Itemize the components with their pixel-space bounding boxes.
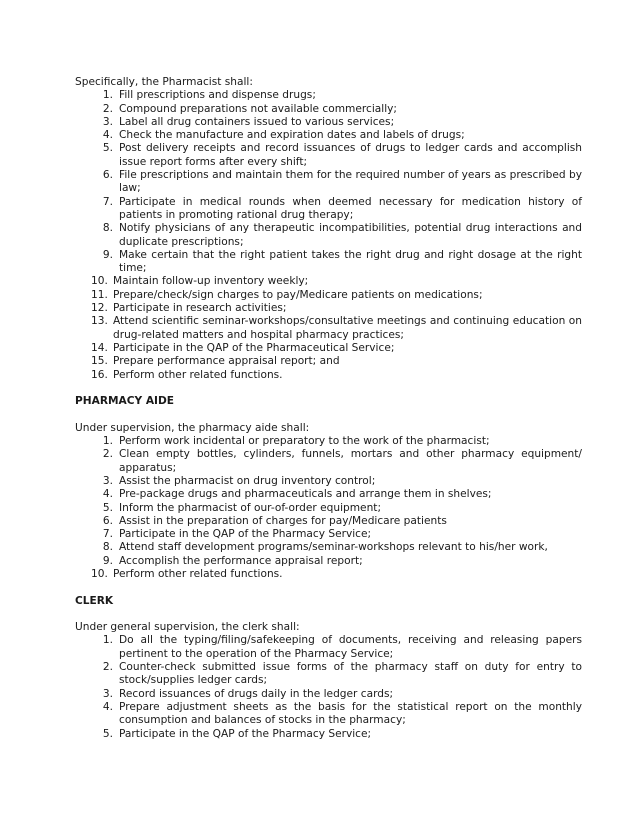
- list-item: [75, 369, 582, 382]
- item-text: Prepare performance appraisal report; and: [113, 355, 340, 368]
- item-text: Clean empty bottles, cylinders, funnels, mortars and other pharmacy equipment/ apparatus;: [119, 448, 582, 474]
- list-item: [75, 435, 582, 448]
- item-text: Participate in research activities;: [113, 302, 287, 315]
- pharmacist-section: [75, 76, 582, 382]
- item-text: Compound preparations not available commercially;: [119, 102, 398, 115]
- item-number: 3.: [102, 687, 113, 700]
- item-text: Participate in the QAP of the Pharmaceutical Service;: [113, 341, 395, 354]
- item-text: Attend staff development programs/seminar-workshops relevant to his/her work,: [119, 541, 548, 554]
- item-number: 14.: [91, 341, 108, 354]
- item-text: Make certain that the right patient takes the right drug and right dosage at the right time;: [119, 248, 582, 275]
- list-item: [75, 129, 582, 142]
- item-text: Perform other related functions.: [113, 567, 283, 580]
- list-item: [75, 448, 582, 475]
- list-item: [75, 315, 582, 342]
- pharmacy-aide-section: [75, 395, 582, 581]
- item-number: 7.: [102, 528, 113, 541]
- list-item: [75, 688, 582, 701]
- item-number: 4.: [102, 700, 113, 713]
- list-item: [75, 488, 582, 501]
- item-number: 7.: [102, 195, 113, 208]
- item-number: 10.: [91, 275, 108, 288]
- clerk-duties-list: [75, 634, 582, 740]
- pharmacy-aide-intro: Under supervision, the pharmacy aide shall:: [75, 421, 310, 434]
- item-text: Record issuances of drugs daily in the ledger cards;: [119, 687, 394, 700]
- item-text: Attend scientific seminar-workshops/consultative meetings and continuing education on drug-related matters and hospital pharmacy practices;: [113, 315, 582, 341]
- clerk-intro: Under general supervision, the clerk shall:: [75, 621, 300, 634]
- clerk-section: [75, 595, 582, 741]
- item-number: 3.: [102, 474, 113, 487]
- item-number: 6.: [102, 169, 113, 182]
- item-text: File prescriptions and maintain them for the required number of years as prescribed by law;: [119, 169, 582, 195]
- item-text: Participate in medical rounds when deemed necessary for medication history of patients in promoting rational drug therapy;: [119, 195, 582, 221]
- list-item: [75, 196, 582, 223]
- list-item: [75, 355, 582, 368]
- item-text: Check the manufacture and expiration dates and labels of drugs;: [119, 129, 465, 142]
- pharmacy-aide-duties-list: [75, 435, 582, 581]
- item-number: 4.: [102, 129, 113, 142]
- item-number: 16.: [91, 368, 108, 381]
- item-text: Participate in the QAP of the Pharmacy Service;: [119, 528, 372, 541]
- item-text: Notify physicians of any therapeutic incompatibilities, potential drug interactions and duplicate prescriptions;: [119, 222, 582, 248]
- item-number: 12.: [91, 302, 108, 315]
- item-number: 1.: [102, 634, 113, 647]
- list-item: [75, 528, 582, 541]
- item-number: 2.: [102, 102, 113, 115]
- item-text: Pre-package drugs and pharmaceuticals and arrange them in shelves;: [119, 488, 492, 501]
- item-text: Label all drug containers issued to various services;: [119, 115, 395, 128]
- pharmacist-duties-list: [75, 89, 582, 382]
- item-number: 9.: [102, 554, 113, 567]
- list-item: [75, 661, 582, 688]
- item-number: 9.: [102, 248, 113, 261]
- item-number: 10.: [91, 567, 108, 580]
- item-number: 2.: [102, 661, 113, 674]
- list-item: [75, 89, 582, 102]
- item-text: Assist in the preparation of charges for pay/Medicare patients: [119, 514, 447, 527]
- list-item: [75, 634, 582, 661]
- document-page: [75, 76, 582, 741]
- list-item: [75, 701, 582, 728]
- list-item: [75, 222, 582, 249]
- list-item: [75, 555, 582, 568]
- item-number: 4.: [102, 488, 113, 501]
- item-number: 11.: [91, 288, 108, 301]
- list-item: [75, 475, 582, 488]
- item-text: Assist the pharmacist on drug inventory control;: [119, 474, 376, 487]
- item-text: Do all the typing/filing/safekeeping of documents, receiving and releasing papers pertinent to the operation of the Pharmacy Service;: [119, 634, 582, 660]
- list-item: [75, 289, 582, 302]
- list-item: [75, 541, 582, 554]
- item-text: Fill prescriptions and dispense drugs;: [119, 89, 316, 102]
- item-text: Perform work incidental or preparatory to the work of the pharmacist;: [119, 435, 490, 448]
- item-number: 5.: [102, 727, 113, 740]
- list-item: [75, 103, 582, 116]
- item-text: Maintain follow-up inventory weekly;: [113, 275, 309, 288]
- item-number: 5.: [102, 142, 113, 155]
- list-item: [75, 142, 582, 169]
- item-text: Counter-check submitted issue forms of the pharmacy staff on duty for entry to stock/supplies ledger cards;: [119, 661, 582, 687]
- list-item: [75, 342, 582, 355]
- item-number: 15.: [91, 355, 108, 368]
- item-number: 5.: [102, 501, 113, 514]
- item-number: 1.: [102, 89, 113, 102]
- section-heading: CLERK: [75, 594, 114, 607]
- item-number: 6.: [102, 514, 113, 527]
- item-number: 8.: [102, 222, 113, 235]
- item-number: 1.: [102, 435, 113, 448]
- item-text: Prepare adjustment sheets as the basis for the statistical report on the monthly consumption and balances of stocks in the pharmacy;: [119, 700, 582, 727]
- list-item: [75, 169, 582, 196]
- list-item: [75, 116, 582, 129]
- item-number: 3.: [102, 115, 113, 128]
- section-heading: PHARMACY AIDE: [75, 395, 175, 408]
- list-item: [75, 728, 582, 741]
- pharmacist-intro: Specifically, the Pharmacist shall:: [75, 76, 253, 88]
- item-text: Participate in the QAP of the Pharmacy Service;: [119, 727, 372, 740]
- item-number: 2.: [102, 448, 113, 461]
- list-item: [75, 515, 582, 528]
- list-item: [75, 249, 582, 276]
- item-text: Inform the pharmacist of our-of-order equipment;: [119, 501, 382, 514]
- item-number: 13.: [91, 315, 108, 328]
- list-item: [75, 275, 582, 288]
- item-text: Accomplish the performance appraisal report;: [119, 554, 363, 567]
- list-item: [75, 502, 582, 515]
- list-item: [75, 568, 582, 581]
- item-text: Prepare/check/sign charges to pay/Medicare patients on medications;: [113, 288, 483, 301]
- list-item: [75, 302, 582, 315]
- item-text: Perform other related functions.: [113, 368, 283, 381]
- item-number: 8.: [102, 541, 113, 554]
- item-text: Post delivery receipts and record issuances of drugs to ledger cards and accomplish issue report forms after every shift;: [119, 142, 582, 168]
